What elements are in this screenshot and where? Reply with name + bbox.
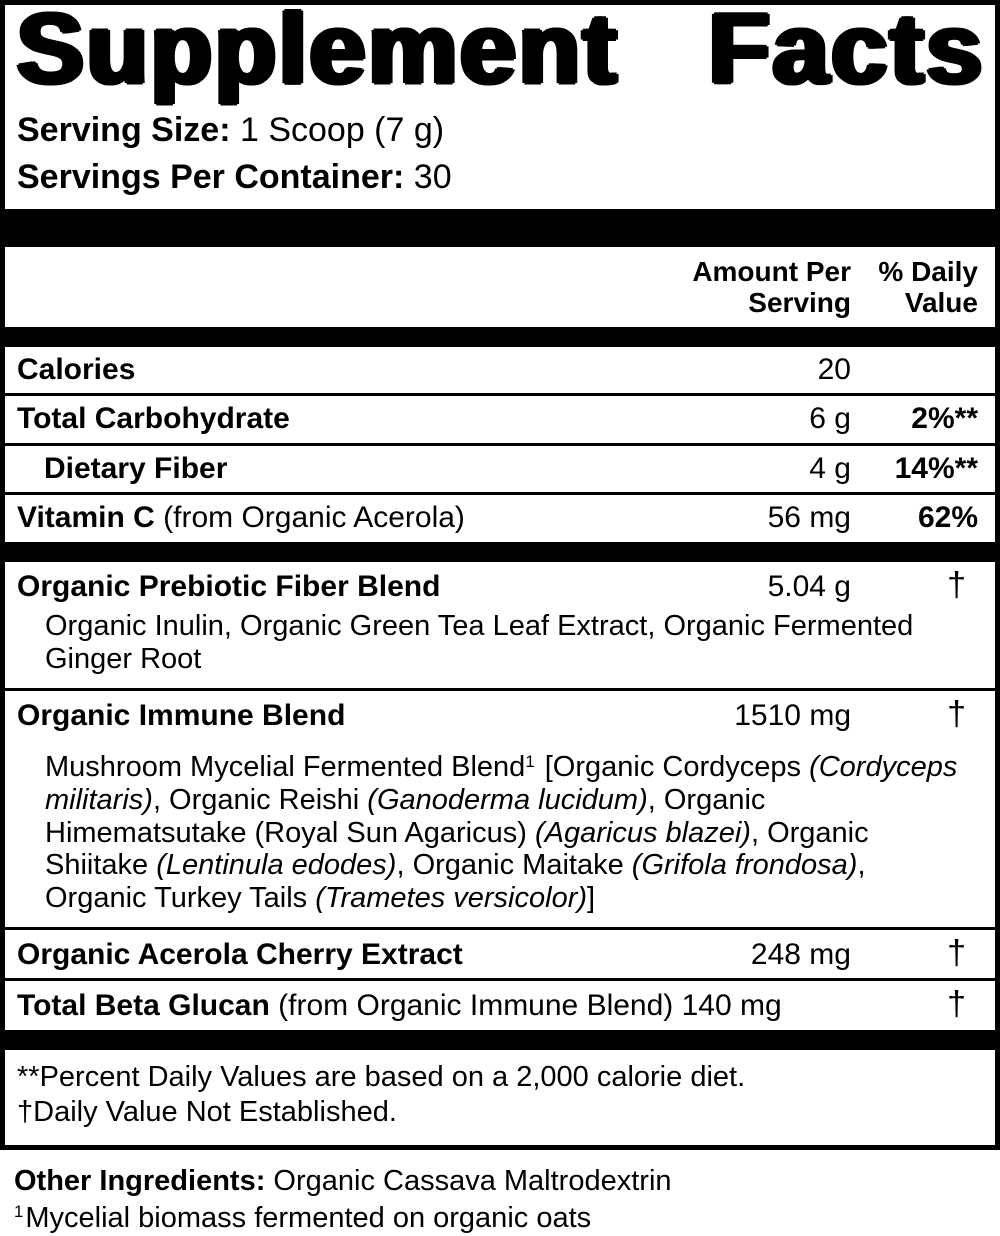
column-header-row: [5, 247, 995, 327]
amount-header-line1: Amount Per: [692, 255, 851, 287]
immune-blend-ingredients: Mushroom Mycelial Fermented Blend$^1$ [Organic Cordyceps (Cordyceps militaris), Organic Reishi (Ganoderma lucidum), Organic Himematsutake (Royal Sun Agaricus) (Agaricus blazei), Organic Shiitake (Lentinula edodes), Organic Maitake (Grifola frondosa), Organic Turkey Tails (Trametes versicolor)]: [45, 751, 958, 915]
nutrient-row-dietary-fiber: [5, 446, 995, 493]
dagger-symbol: †: [947, 985, 966, 1024]
vitamin-c-label: Vitamin C: [17, 501, 155, 535]
other-ingredients-line: [14, 1163, 986, 1199]
dagger-symbol: †: [947, 565, 966, 604]
other-ingredients-value: Organic Cassava Maltrodextrin: [265, 1165, 672, 1198]
nutrient-amount: 1510 mg: [734, 698, 851, 732]
dietary-fiber-label: Dietary Fiber: [44, 451, 228, 485]
medium-divider-header: [5, 327, 995, 347]
title-word-facts: Facts: [708, 0, 985, 105]
footnote-dv-not-established: †Daily Value Not Established.: [17, 1095, 397, 1128]
title: [5, 0, 995, 105]
nutrient-amount: 56 mg: [767, 501, 851, 535]
amount-header-line2: Serving: [748, 287, 851, 319]
nutrient-dv: 2%**: [911, 402, 978, 436]
nutrient-name: [17, 699, 721, 734]
title-word-supplement: Supplement: [17, 0, 620, 105]
calories-label: Calories: [17, 352, 136, 386]
vitamin-c-source: (from Organic Acerola): [154, 501, 465, 535]
nutrient-row-prebiotic-blend: [5, 562, 995, 611]
nutrient-amount: 248 mg: [750, 937, 851, 971]
nutrient-name: [17, 501, 721, 536]
acerola-extract-label: Organic Acerola Cherry Extract: [17, 937, 463, 971]
nutrient-amount: 6 g: [809, 402, 851, 436]
beta-glucan-label: Total Beta Glucan: [17, 989, 270, 1023]
nutrient-row-calories: [5, 347, 995, 394]
nutrient-dv: 14%**: [894, 451, 978, 485]
medium-divider-blends: [5, 542, 995, 562]
mycelial-footnote-line: $^1$Mycelial biomass fermented on organic oats: [14, 1201, 592, 1234]
nutrient-name: [17, 402, 721, 437]
thick-divider-top: [5, 209, 995, 247]
nutrient-row-beta-glucan: [5, 981, 995, 1030]
nutrient-row-acerola-extract: [5, 930, 995, 979]
total-carbohydrate-label: Total Carbohydrate: [17, 402, 290, 436]
beta-glucan-source-amount: (from Organic Immune Blend) 140 mg: [269, 989, 782, 1023]
dv-header-line1: % Daily: [878, 255, 978, 287]
nutrient-dv: 62%: [917, 501, 978, 535]
nutrient-amount: 4 g: [809, 451, 851, 485]
prebiotic-blend-label: Organic Prebiotic Fiber Blend: [17, 569, 441, 603]
below-label-notes: [0, 1150, 1000, 1236]
nutrient-amount: 20: [817, 352, 851, 386]
daily-value-header: [851, 256, 983, 319]
serving-size-value: 1 Scoop (7 g): [230, 111, 445, 149]
nutrient-name: [17, 570, 721, 605]
dv-header-line2: Value: [904, 287, 978, 319]
servings-per-container-label: Servings Per Container:: [17, 157, 405, 196]
dagger-symbol: †: [947, 694, 966, 733]
nutrient-row-immune-blend: [5, 691, 995, 740]
nutrient-amount: 5.04 g: [767, 569, 851, 603]
nutrient-row-total-carbohydrate: [5, 396, 995, 443]
dagger-symbol: †: [947, 933, 966, 972]
nutrient-name: [17, 938, 721, 973]
footnotes: [5, 1050, 995, 1146]
nutrient-name: [17, 452, 721, 487]
medium-divider-footnotes: [5, 1030, 995, 1050]
nutrient-name: [17, 989, 851, 1024]
nutrient-row-vitamin-c: [5, 495, 995, 542]
servings-per-container-line: [17, 154, 983, 201]
immune-blend-label: Organic Immune Blend: [17, 698, 346, 732]
serving-info: [5, 101, 995, 209]
prebiotic-blend-ingredients: Organic Inulin, Organic Green Tea Leaf Extract, Organic Fermented Ginger Root: [45, 610, 914, 675]
nutrient-name: [17, 353, 721, 388]
footnote-percent-daily: **Percent Daily Values are based on a 2,000 calorie diet.: [17, 1060, 746, 1093]
serving-size-label: Serving Size:: [17, 111, 231, 149]
other-ingredients-label: Other Ingredients:: [14, 1165, 266, 1198]
serving-size-line: [17, 107, 983, 154]
servings-per-container-value: 30: [404, 157, 452, 196]
amount-per-serving-header: [621, 256, 851, 319]
